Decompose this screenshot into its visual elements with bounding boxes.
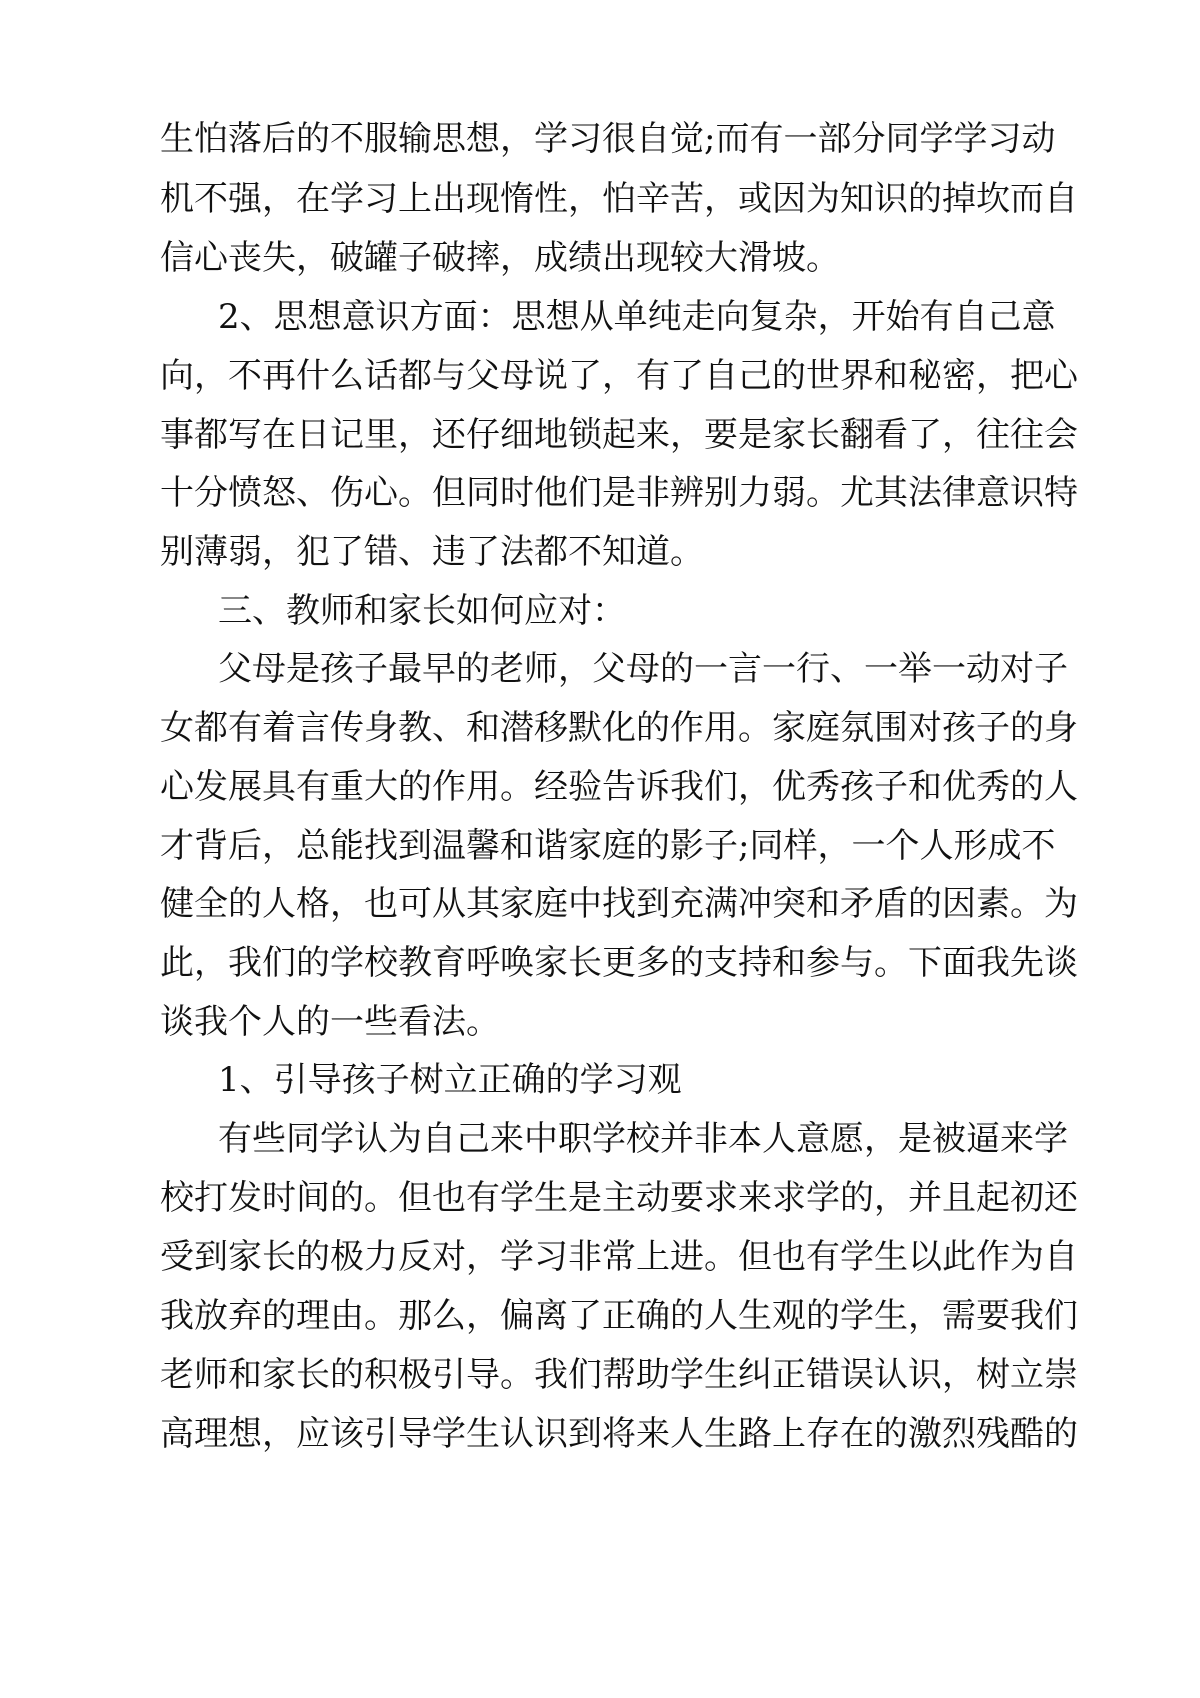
- subsection-heading-1: 1、引导孩子树立正确的学习观: [218, 1060, 682, 1100]
- text-line-6: 事都写在日记里，还仔细地锁起来，要是家长翻看了，往往会: [160, 415, 1078, 455]
- text-line-21: 我放弃的理由。那么，偏离了正确的人生观的学生，需要我们: [160, 1296, 1078, 1336]
- text-line-23: 高理想，应该引导学生认识到将来人生路上存在的激烈残酷的: [160, 1414, 1078, 1454]
- text-line-11: 女都有着言传身教、和潜移默化的作用。家庭氛围对孩子的身: [160, 708, 1078, 748]
- text-line-19: 校打发时间的。但也有学生是主动要求来求学的，并且起初还: [160, 1178, 1078, 1218]
- text-line-5: 向，不再什么话都与父母说了，有了自己的世界和秘密，把心: [160, 356, 1078, 396]
- text-line-14: 健全的人格，也可从其家庭中找到充满冲突和矛盾的因素。为: [160, 884, 1078, 924]
- text-line-15: 此，我们的学校教育呼唤家长更多的支持和参与。下面我先谈: [160, 943, 1078, 983]
- text-line-10: 父母是孩子最早的老师，父母的一言一行、一举一动对子: [218, 649, 1068, 689]
- text-line-4: 2、思想意识方面：思想从单纯走向复杂，开始有自己意: [218, 297, 1056, 337]
- text-line-8: 别薄弱，犯了错、违了法都不知道。: [160, 532, 704, 572]
- text-line-7: 十分愤怒、伤心。但同时他们是非辨别力弱。尤其法律意识特: [160, 473, 1078, 513]
- text-line-22: 老师和家长的积极引导。我们帮助学生纠正错误认识，树立崇: [160, 1355, 1078, 1395]
- text-line-13: 才背后，总能找到温馨和谐家庭的影子;同样，一个人形成不: [160, 826, 1056, 866]
- text-line-1: 生怕落后的不服输思想，学习很自觉;而有一部分同学学习动: [160, 119, 1056, 159]
- section-heading-3: 三、教师和家长如何应对：: [218, 591, 626, 631]
- text-line-18: 有些同学认为自己来中职学校并非本人意愿，是被逼来学: [218, 1119, 1068, 1159]
- text-line-16: 谈我个人的一些看法。: [160, 1002, 500, 1042]
- text-line-12: 心发展具有重大的作用。经验告诉我们，优秀孩子和优秀的人: [160, 767, 1078, 807]
- text-line-2: 机不强，在学习上出现惰性，怕辛苦，或因为知识的掉坎而自: [160, 179, 1078, 219]
- text-line-3: 信心丧失，破罐子破摔，成绩出现较大滑坡。: [160, 238, 840, 278]
- text-line-20: 受到家长的极力反对，学习非常上进。但也有学生以此作为自: [160, 1237, 1078, 1277]
